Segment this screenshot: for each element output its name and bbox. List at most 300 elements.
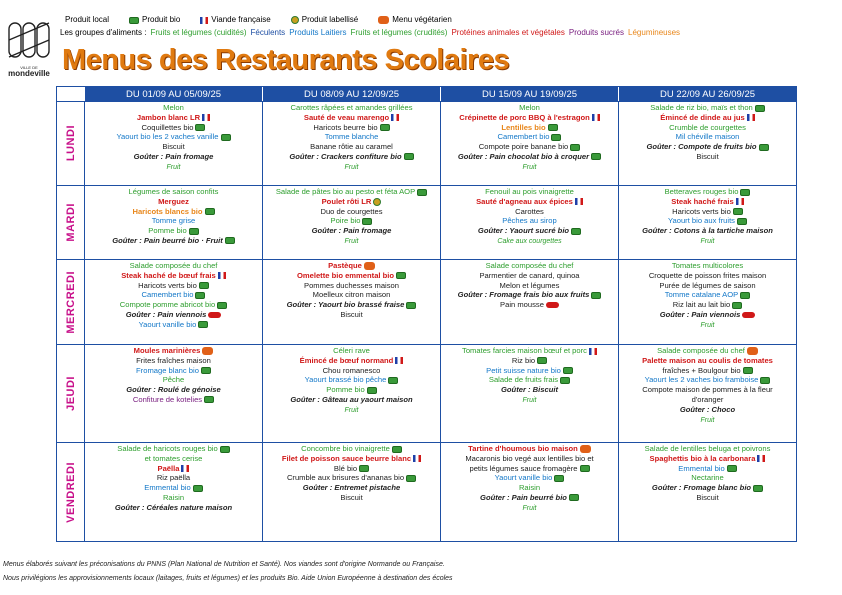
menu-item-text: Goûter : Pain fromage xyxy=(311,226,392,236)
menu-item-text: Compote maison de pommes à la fleur xyxy=(642,385,773,395)
day-name: JEUDI xyxy=(64,376,77,411)
menu-item-text: Chou romanesco xyxy=(322,365,381,375)
bio-icon xyxy=(740,189,750,196)
menu-cell xyxy=(262,101,440,185)
menu-item xyxy=(621,103,794,113)
bio-icon xyxy=(406,302,416,309)
menu-item-text: Goûter : Pain chocolat bio à croquer xyxy=(457,151,590,161)
menu-item-text: Tomme catalane AOP xyxy=(664,290,739,300)
menu-item-text: Melon et légumes xyxy=(499,280,560,290)
menu-item-text: Pain mousse xyxy=(500,300,544,310)
menu-item xyxy=(621,385,794,395)
bio-icon xyxy=(591,153,601,160)
bio-icon xyxy=(392,446,402,453)
menu-item xyxy=(443,187,616,197)
label-rosette-icon xyxy=(291,16,299,24)
bio-icon xyxy=(569,494,579,501)
menu-cell xyxy=(440,259,618,344)
bio-icon xyxy=(204,396,214,403)
menu-item xyxy=(621,216,794,226)
menu-item-text: Crumble aux brisures d'ananas bio xyxy=(286,473,405,483)
menu-item xyxy=(87,132,260,142)
bio-icon xyxy=(193,485,203,492)
week-header: DU 08/09 AU 12/09/25 xyxy=(262,87,440,101)
menu-item-text: Goûter : Pain fromage xyxy=(133,151,214,161)
day-label-vendredi xyxy=(57,442,84,541)
menu-item xyxy=(265,132,438,142)
menu-item-text: Fruit xyxy=(700,416,715,424)
bio-icon xyxy=(396,272,406,279)
menu-cell xyxy=(262,442,440,541)
menu-cell xyxy=(440,442,618,541)
menu-item xyxy=(621,197,794,207)
week-header: DU 01/09 AU 05/09/25 xyxy=(84,87,262,101)
footer-line-2: Nous privilégions les approvisionnements locaux (laitages, fruits et légumes) et les produits Bio. Aide Union Européenne à destination des écoles xyxy=(3,575,453,582)
menu-item-text: et tomates cerise xyxy=(144,453,203,463)
menu-item xyxy=(621,346,794,356)
menu-item xyxy=(621,356,794,366)
legend-item xyxy=(376,15,452,25)
menu-item-text: Merguez xyxy=(158,196,189,206)
menu-item xyxy=(87,464,260,474)
menu-item-text: Biscuit xyxy=(696,492,719,502)
legend xyxy=(60,15,680,38)
legend-item-label: Viande française xyxy=(211,15,271,24)
menu-item xyxy=(265,271,438,281)
menu-cell xyxy=(440,344,618,442)
french-flag-icon xyxy=(589,348,597,355)
menu-item xyxy=(443,346,616,356)
menu-item-text: Riz paëlla xyxy=(156,473,191,483)
bio-icon xyxy=(221,134,231,141)
legend-item xyxy=(127,15,180,25)
menu-item xyxy=(265,385,438,395)
menu-cell xyxy=(84,344,262,442)
bio-icon xyxy=(571,228,581,235)
bio-icon xyxy=(380,124,390,131)
menu-item-text: Légumes de saison confits xyxy=(128,187,219,196)
menu-item-text: Salade de riz bio, maïs et thon xyxy=(650,103,753,112)
menu-item xyxy=(265,197,438,207)
menu-item-text: Blé bio xyxy=(333,463,358,473)
menu-item xyxy=(87,444,260,454)
bio-icon xyxy=(743,367,753,374)
mondeville-logo-icon xyxy=(6,20,52,60)
menu-item xyxy=(443,366,616,376)
menu-item xyxy=(265,493,438,503)
menu-item xyxy=(621,123,794,133)
menu-item-text: Banane rôtie au caramel xyxy=(310,142,393,152)
menu-item xyxy=(443,123,616,133)
logo-sub: VILLE DE xyxy=(20,65,38,70)
french-flag-icon xyxy=(202,114,210,121)
menu-item xyxy=(265,473,438,483)
menu-item-text: Fruit xyxy=(522,504,537,512)
menu-item-text: Goûter : Gâteau au yaourt maison xyxy=(290,394,413,404)
snack-line xyxy=(265,483,438,493)
menu-item xyxy=(87,142,260,152)
menu-item xyxy=(87,493,260,503)
menu-item xyxy=(621,132,794,142)
page-title: Menus des Restaurants Scolaires xyxy=(62,44,510,76)
menu-item xyxy=(621,290,794,300)
menu-item xyxy=(443,216,616,226)
bio-icon xyxy=(755,105,765,112)
day-label-mercredi xyxy=(57,259,84,344)
menu-item xyxy=(265,142,438,152)
menu-cell xyxy=(618,185,796,259)
menu-item-text: Tomates multicolores xyxy=(671,261,744,270)
menu-item-text: Parmentier de canard, quinoa xyxy=(479,270,580,280)
snack-line xyxy=(87,385,260,395)
snack-line xyxy=(265,395,438,405)
menu-cell xyxy=(440,101,618,185)
menu-item xyxy=(265,187,438,197)
food-group-label: Produits Laitiers xyxy=(289,28,347,37)
menu-item-text: Salade de pâtes bio au pesto et féta AOP xyxy=(275,187,416,196)
day-name: MARDI xyxy=(64,203,77,242)
menu-item-text: Fruit xyxy=(700,321,715,329)
vegetarian-icon xyxy=(364,262,375,270)
french-flag-icon xyxy=(181,465,189,472)
menu-item xyxy=(443,375,616,385)
menu-item xyxy=(443,483,616,493)
menu-item xyxy=(443,162,616,173)
snack-line xyxy=(443,385,616,395)
legend-item-label: Produit local xyxy=(65,15,110,24)
menu-item-text: Fruit xyxy=(522,163,537,171)
snack-line xyxy=(265,226,438,236)
snack-line xyxy=(265,152,438,162)
menu-item-text: Fruit xyxy=(344,406,359,414)
menu-cell xyxy=(262,185,440,259)
food-group-label: Féculents xyxy=(250,28,286,37)
menu-item-text: Salade composée du chef xyxy=(485,261,574,270)
menu-item xyxy=(621,464,794,474)
snack-line xyxy=(87,503,260,513)
menu-item xyxy=(621,281,794,291)
menu-item-text: Cake aux courgettes xyxy=(497,237,562,245)
menu-item xyxy=(265,454,438,464)
menu-item-text: Goûter : Compote de fruits bio xyxy=(646,142,757,152)
menu-item xyxy=(265,216,438,226)
menu-item xyxy=(87,162,260,173)
menu-item-text: Macaronis bio vegé aux lentilles bio et xyxy=(465,453,594,463)
menu-cell xyxy=(84,101,262,185)
menu-item xyxy=(443,236,616,247)
day-name: LUNDI xyxy=(64,125,77,162)
bio-icon xyxy=(225,237,235,244)
french-flag-icon xyxy=(736,198,744,205)
bio-icon xyxy=(417,189,427,196)
menu-item-text: Goûter : Biscuit xyxy=(501,385,558,395)
menu-item-text: Tartine d'houmous bio maison xyxy=(468,444,578,453)
menu-item-text: Compote poire banane bio xyxy=(478,142,569,152)
vegetarian-icon xyxy=(747,347,758,355)
legend-item-label: Produit labellisé xyxy=(301,15,359,24)
snack-line xyxy=(621,226,794,236)
menu-item-text: Salade composée du chef xyxy=(657,346,745,355)
food-group-label: Produits sucrés xyxy=(568,28,625,37)
menu-cell xyxy=(262,344,440,442)
bio-icon xyxy=(760,377,770,384)
menu-item-text: Jambon blanc LR xyxy=(136,112,201,122)
legend-item xyxy=(198,15,270,25)
menu-item-text: Frites fraîches maison xyxy=(136,355,211,365)
menu-item-text: Haricots verts bio xyxy=(138,280,197,290)
french-flag-icon xyxy=(391,114,399,121)
bio-icon xyxy=(759,144,769,151)
menu-item-text: Moules marinières xyxy=(133,346,201,355)
menu-item-text: Goûter : Pain viennois xyxy=(125,309,207,319)
menu-item xyxy=(621,320,794,331)
menu-item-text: Riz bio xyxy=(511,355,536,365)
bio-icon xyxy=(205,208,215,215)
menu-item xyxy=(621,113,794,123)
menu-item xyxy=(265,113,438,123)
menu-item xyxy=(87,113,260,123)
menu-item-text: Fenouil au pois vinaigrette xyxy=(485,187,574,196)
snack-line xyxy=(621,483,794,493)
menu-item-text: Yaourt vanille bio xyxy=(138,319,197,329)
bio-icon xyxy=(737,218,747,225)
food-group-label: Protéines animales et végétales xyxy=(451,28,565,37)
menu-item-text: Yaourt les 2 vaches bio framboise xyxy=(644,375,759,385)
menu-cell xyxy=(84,442,262,541)
menu-item xyxy=(443,356,616,366)
menu-item xyxy=(87,473,260,483)
day-name: MERCREDI xyxy=(64,270,77,334)
menu-item-text: Croquette de poisson frites maison xyxy=(648,270,767,280)
menu-item xyxy=(443,142,616,152)
local-product-icon xyxy=(208,312,221,318)
bio-icon xyxy=(560,377,570,384)
menu-item-text: Carottes xyxy=(515,206,544,216)
menu-item xyxy=(265,103,438,113)
menu-item xyxy=(265,444,438,454)
snack-line xyxy=(621,310,794,320)
bio-icon xyxy=(129,17,139,24)
menu-item-text: Salade de haricots rouges bio xyxy=(117,444,218,453)
menu-item-text: Melon xyxy=(519,103,540,112)
bio-icon xyxy=(406,475,416,482)
menu-item-text: Goûter : Yaourt sucré bio xyxy=(477,226,570,236)
menu-item-text: Haricots beurre bio xyxy=(313,122,378,132)
menu-item-text: Carottes râpées et amandes grillées xyxy=(290,103,413,112)
food-group-label: Légumineuses xyxy=(628,28,681,37)
french-flag-icon xyxy=(413,455,421,462)
menu-item xyxy=(443,197,616,207)
bio-icon xyxy=(359,465,369,472)
menu-cell xyxy=(84,185,262,259)
menu-item xyxy=(621,207,794,217)
menu-item-text: Paëlla xyxy=(157,463,180,473)
bio-icon xyxy=(554,475,564,482)
menu-item xyxy=(87,346,260,356)
bio-icon xyxy=(189,228,199,235)
menu-item xyxy=(621,187,794,197)
menu-item-text: Pêche xyxy=(162,375,185,385)
table-corner xyxy=(57,87,84,101)
menu-item-text: Goûter : Pain viennois xyxy=(659,309,741,319)
logo-name: mondeville xyxy=(8,69,50,78)
menu-item-text: Coquillettes bio xyxy=(141,122,194,132)
menu-item xyxy=(265,375,438,385)
week-header: DU 15/09 AU 19/09/25 xyxy=(440,87,618,101)
bio-icon xyxy=(195,292,205,299)
menu-item xyxy=(443,103,616,113)
menu-item xyxy=(621,454,794,464)
menu-item-text: Salade composée du chef xyxy=(129,261,218,270)
snack-line xyxy=(87,310,260,320)
menu-item xyxy=(443,473,616,483)
menu-item-text: Filet de poisson sauce beurre blanc xyxy=(281,453,412,463)
menu-item xyxy=(87,123,260,133)
day-label-lundi xyxy=(57,101,84,185)
menu-item-text: Melon xyxy=(163,103,184,112)
menu-item-text: Haricots verts bio xyxy=(672,206,731,216)
day-label-mardi xyxy=(57,185,84,259)
label-rosette-icon xyxy=(373,198,381,206)
menu-item xyxy=(443,261,616,271)
bio-icon xyxy=(388,377,398,384)
menu-cell xyxy=(440,185,618,259)
menu-item xyxy=(87,375,260,385)
menu-item-text: Émincé de dinde au jus xyxy=(660,112,745,122)
menu-item xyxy=(265,261,438,271)
menu-item xyxy=(87,207,260,217)
menu-item xyxy=(87,320,260,330)
local-product-icon xyxy=(742,312,755,318)
vegetarian-icon xyxy=(202,347,213,355)
bio-icon xyxy=(563,367,573,374)
menu-item-text: Steak haché frais xyxy=(671,196,734,206)
menu-item-text: Raisin xyxy=(162,492,185,502)
menu-item-text: Goûter : Cotons à la tartiche maison xyxy=(642,226,773,236)
french-flag-icon xyxy=(575,198,583,205)
menu-item-text: Raisin xyxy=(518,483,541,493)
menu-item xyxy=(87,187,260,197)
bio-icon xyxy=(537,357,547,364)
menu-item xyxy=(265,281,438,291)
menu-item xyxy=(87,395,260,405)
menu-item xyxy=(621,395,794,405)
menu-item-text: petits légumes sauce fromagère xyxy=(469,463,578,473)
menu-item-text: Tomates farcies maison bœuf et porc xyxy=(462,346,587,355)
week-header: DU 22/09 AU 26/09/25 xyxy=(618,87,796,101)
legend-item xyxy=(289,15,358,25)
menu-item-text: Goûter : Pain beurré bio xyxy=(480,492,567,502)
menu-cell xyxy=(262,259,440,344)
legend-item xyxy=(60,15,109,25)
menu-item xyxy=(621,236,794,247)
menu-item-text: Goûter : Roulé de génoise xyxy=(126,385,221,395)
snack-line xyxy=(87,152,260,162)
menu-item-text: Sauté de veau marengo xyxy=(303,112,390,122)
menu-item-text: Pomme bio xyxy=(326,385,365,395)
menu-item-text: Crépinette de porc BBQ à l'estragon xyxy=(459,112,590,122)
legend-item-label: Produit bio xyxy=(142,15,181,24)
menu-item xyxy=(87,271,260,281)
menu-item xyxy=(265,366,438,376)
snack-line xyxy=(621,405,794,415)
menu-item xyxy=(87,197,260,207)
french-flag-icon xyxy=(757,455,765,462)
menu-item-text: Fruit xyxy=(522,396,537,404)
menu-item-text: Biscuit xyxy=(340,492,363,502)
bio-icon xyxy=(733,208,743,215)
menu-item-text: Moelleux citron maison xyxy=(312,290,391,300)
snack-line xyxy=(621,142,794,152)
snack-line xyxy=(443,493,616,503)
bio-icon xyxy=(753,485,763,492)
menu-item xyxy=(621,261,794,271)
bio-icon xyxy=(195,124,205,131)
menu-item xyxy=(265,123,438,133)
bio-icon xyxy=(570,144,580,151)
menu-table xyxy=(56,86,797,542)
menu-item xyxy=(87,356,260,366)
menu-item-text: Goûter : Yaourt bio brassé fraise xyxy=(286,300,405,310)
menu-item xyxy=(621,271,794,281)
menu-item-text: Palette maison au coulis de tomates xyxy=(642,355,773,365)
menu-item xyxy=(443,300,616,310)
menu-item xyxy=(621,375,794,385)
menu-item-text: Poire bio xyxy=(330,216,361,226)
menu-item-text: Steak haché de bœuf frais xyxy=(121,270,216,280)
menu-cell xyxy=(84,259,262,344)
menu-item-text: d'oranger xyxy=(691,394,724,404)
menu-item-text: Goûter : Crackers confiture bio xyxy=(289,151,402,161)
menu-item xyxy=(87,216,260,226)
menu-item-text: Biscuit xyxy=(696,151,719,161)
menu-item xyxy=(443,444,616,454)
menu-item xyxy=(265,346,438,356)
snack-line xyxy=(443,152,616,162)
menu-item xyxy=(443,271,616,281)
menu-item-text: Yaourt bio aux fruits xyxy=(668,216,735,226)
menu-grid xyxy=(57,87,796,541)
bio-icon xyxy=(367,387,377,394)
menu-item-text: Céleri rave xyxy=(333,346,370,355)
menu-item xyxy=(265,162,438,173)
menu-item-text: Confiture de kotelies xyxy=(132,394,203,404)
menu-item xyxy=(443,207,616,217)
menu-cell xyxy=(618,259,796,344)
menu-item xyxy=(87,226,260,236)
menu-item-text: Crumble de courgettes xyxy=(669,122,746,132)
bio-icon xyxy=(362,218,372,225)
vegetarian-icon xyxy=(378,16,389,24)
menu-item-text: Goûter : Fromage frais bio aux fruits xyxy=(457,290,590,300)
menu-item xyxy=(265,290,438,300)
menu-item xyxy=(621,444,794,454)
menu-item xyxy=(443,454,616,464)
bio-icon xyxy=(198,321,208,328)
legend-item-label: Menu végétarien xyxy=(392,15,452,24)
menu-item xyxy=(621,415,794,426)
menu-item-text: fraîches + Boulgour bio xyxy=(662,365,741,375)
menu-item-text: Betteraves rouges bio xyxy=(664,187,739,196)
menu-item xyxy=(87,366,260,376)
bio-icon xyxy=(199,282,209,289)
bio-icon xyxy=(548,124,558,131)
bio-icon xyxy=(551,134,561,141)
menu-item-text: Fruit xyxy=(700,237,715,245)
menu-item-text: Yaourt brassé bio pêche xyxy=(304,375,387,385)
menu-item-text: Fromage blanc bio xyxy=(136,365,199,375)
menu-item-text: Riz lait au lait bio xyxy=(672,300,731,310)
